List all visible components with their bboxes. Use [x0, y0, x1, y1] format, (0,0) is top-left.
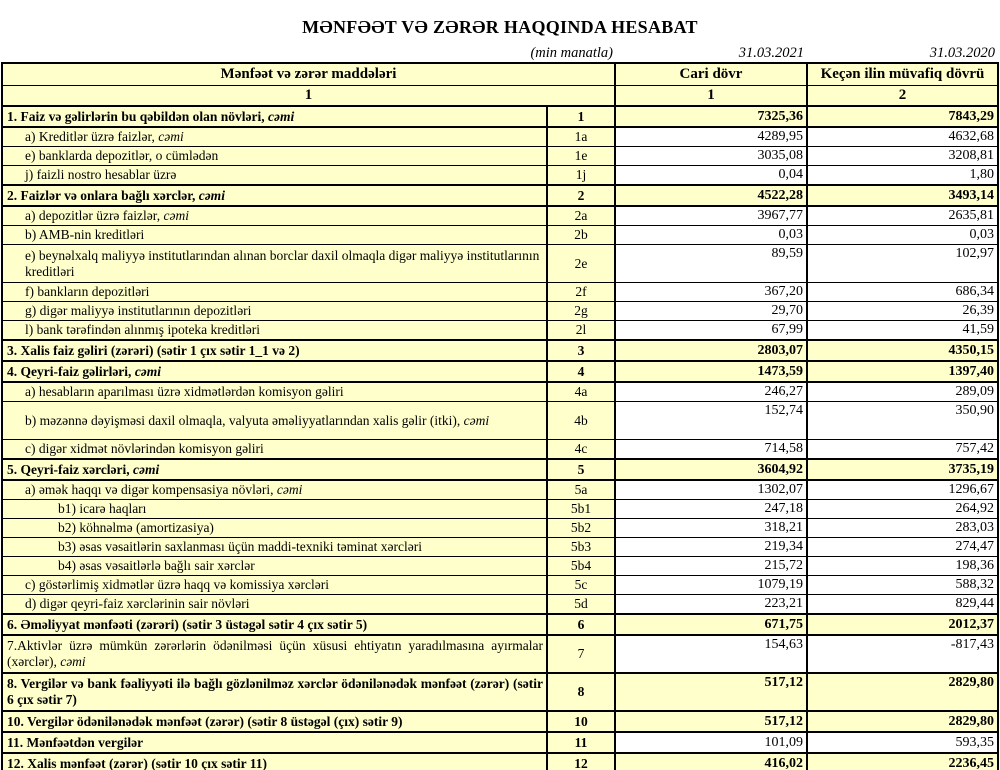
row-label: [2, 557, 547, 576]
current-period-value: 0,04: [615, 166, 807, 186]
previous-period-value: 3208,81: [807, 147, 998, 166]
row-number: 4c: [547, 440, 615, 460]
current-period-value: 1473,59: [615, 361, 807, 382]
row-label: [2, 711, 547, 732]
row-label: [2, 321, 547, 341]
row-label-italic-suffix: cəmi: [60, 654, 86, 669]
current-period-value: 671,75: [615, 614, 807, 635]
table-row: [2, 127, 998, 147]
row-label-italic-suffix: cəmi: [267, 108, 295, 124]
current-period-value: 3967,77: [615, 206, 807, 226]
row-label-text: g) digər maliyyə institutlarının depozitləri: [24, 303, 252, 318]
table-row: [2, 557, 998, 576]
table-row: [2, 440, 998, 460]
table-row: [2, 340, 998, 361]
table-row: [2, 106, 998, 127]
table-row: [2, 459, 998, 480]
row-label-text: a) əmək haqqı və digər kompensasiya növləri,: [24, 482, 274, 497]
row-number: 12: [547, 753, 615, 770]
table-row: [2, 185, 998, 206]
previous-period-value: 4350,15: [807, 340, 998, 361]
table-row: [2, 321, 998, 341]
current-period-column-header: Cari dövr: [615, 63, 807, 85]
page-title: MƏNFƏƏT VƏ ZƏRƏR HAQQINDA HESABAT: [302, 17, 698, 37]
current-period-value: 517,12: [615, 673, 807, 711]
row-number: 4b: [547, 402, 615, 440]
row-number: 1j: [547, 166, 615, 186]
table-row: [2, 500, 998, 519]
current-period-value: 154,63: [615, 635, 807, 673]
row-label: [2, 480, 547, 500]
previous-period-value: 2635,81: [807, 206, 998, 226]
previous-period-value: -817,43: [807, 635, 998, 673]
row-number: 5b3: [547, 538, 615, 557]
row-label-text: c) digər xidmət növlərindən komisyon gəliri: [24, 441, 264, 456]
previous-period-value: 289,09: [807, 382, 998, 402]
row-label: [2, 440, 547, 460]
previous-period-value: 593,35: [807, 732, 998, 753]
table-row: [2, 673, 998, 711]
row-label-italic-suffix: cəmi: [134, 363, 162, 379]
previous-column-index: 2: [807, 85, 998, 106]
table-row: [2, 595, 998, 615]
previous-period-value: 41,59: [807, 321, 998, 341]
row-number: 5c: [547, 576, 615, 595]
row-label-text: 5. Qeyri-faiz xərcləri,: [6, 461, 130, 477]
row-number: 1: [547, 106, 615, 127]
current-period-value: 247,18: [615, 500, 807, 519]
table-row: [2, 226, 998, 245]
current-period-value: 0,03: [615, 226, 807, 245]
current-period-date: 31.03.2021: [738, 45, 804, 61]
current-period-value: 152,74: [615, 402, 807, 440]
previous-period-value: 588,32: [807, 576, 998, 595]
row-label: [2, 206, 547, 226]
row-label-italic-suffix: cəmi: [163, 208, 189, 223]
row-label-text: e) banklarda depozitlər, o cümlədən: [24, 148, 219, 163]
row-label: [2, 226, 547, 245]
profit-loss-table: [1, 62, 999, 770]
row-label-text: 11. Mənfəətdən vergilər: [6, 734, 144, 750]
previous-period-value: 1397,40: [807, 361, 998, 382]
previous-period-value: 283,03: [807, 519, 998, 538]
current-period-value: 517,12: [615, 711, 807, 732]
previous-period-date: 31.03.2020: [929, 45, 995, 61]
row-number: 11: [547, 732, 615, 753]
previous-period-value: 264,92: [807, 500, 998, 519]
table-row: [2, 635, 998, 673]
row-label-text: 12. Xalis mənfəət (zərər) (sətir 10 çıx sətir 11): [6, 755, 268, 770]
previous-period-value: 2829,80: [807, 711, 998, 732]
row-label-text: b1) icarə haqları: [57, 501, 147, 516]
row-label: [2, 127, 547, 147]
items-column-header: Mənfəət və zərər maddələri: [2, 63, 615, 85]
row-label: [2, 614, 547, 635]
unit-label: (min manatla): [530, 45, 613, 61]
table-row: [2, 382, 998, 402]
row-label-text: 4. Qeyri-faiz gəlirləri,: [6, 363, 132, 379]
previous-period-value: 350,90: [807, 402, 998, 440]
current-period-value: 416,02: [615, 753, 807, 770]
current-period-value: 1079,19: [615, 576, 807, 595]
row-label: [2, 538, 547, 557]
items-column-index: 1: [2, 85, 615, 106]
row-label: [2, 576, 547, 595]
row-number: 1e: [547, 147, 615, 166]
table-row: [2, 283, 998, 302]
table-row: [2, 538, 998, 557]
row-number: 5b4: [547, 557, 615, 576]
row-number: 7: [547, 635, 615, 673]
current-period-value: 4289,95: [615, 127, 807, 147]
row-label-text: b) AMB-nin kreditləri: [24, 227, 145, 242]
row-label: [2, 340, 547, 361]
previous-period-column-header: Keçən ilin müvafiq dövrü: [807, 63, 998, 85]
row-label: [2, 732, 547, 753]
row-label: [2, 500, 547, 519]
row-label-text: 10. Vergilər ödənilənədək mənfəət (zərər) (sətir 8 üstəgəl (çıx) sətir 9): [6, 713, 403, 729]
previous-period-value: 829,44: [807, 595, 998, 615]
previous-period-value: 1296,67: [807, 480, 998, 500]
row-number: 3: [547, 340, 615, 361]
row-number: 2l: [547, 321, 615, 341]
table-row: [2, 245, 998, 283]
row-label-italic-suffix: cəmi: [463, 412, 490, 428]
current-period-value: 67,99: [615, 321, 807, 341]
row-label: [2, 106, 547, 127]
table-header: [2, 63, 998, 106]
row-number: 8: [547, 673, 615, 711]
row-label-text: 7.Aktivlər üzrə mümkün zərərlərin ödənilməsi üçün xüsusi ehtiyatın yaradılmasına ayırmalar (xərclər),: [6, 638, 543, 669]
report-subheader: [2, 45, 998, 61]
row-label-text: b4) əsas vəsaitlərlə bağlı sair xərclər: [57, 558, 255, 573]
row-label: [2, 302, 547, 321]
current-period-value: 29,70: [615, 302, 807, 321]
previous-period-value: 26,39: [807, 302, 998, 321]
previous-period-value: 3493,14: [807, 185, 998, 206]
row-label-text: 3. Xalis faiz gəliri (zərəri) (sətir 1 çıx sətir 1_1 və 2): [6, 342, 300, 358]
row-number: 4: [547, 361, 615, 382]
row-label-italic-suffix: cəmi: [198, 187, 225, 203]
previous-period-value: 0,03: [807, 226, 998, 245]
table-row: [2, 480, 998, 500]
current-period-value: 101,09: [615, 732, 807, 753]
current-period-value: 7325,36: [615, 106, 807, 127]
current-period-value: 219,34: [615, 538, 807, 557]
previous-period-value: 2236,45: [807, 753, 998, 770]
row-number: 2f: [547, 283, 615, 302]
row-number: 1a: [547, 127, 615, 147]
row-label-text: a) hesabların aparılması üzrə xidmətlərdən komisyon gəliri: [24, 384, 344, 399]
row-label-text: e) beynəlxalq maliyyə institutlarından alınan borclar daxil olmaqla digər maliyyə institutlarının kreditləri: [24, 247, 540, 279]
current-period-value: 246,27: [615, 382, 807, 402]
row-label: [2, 635, 547, 673]
row-label-text: 6. Əməliyyat mənfəəti (zərəri) (sətir 3 üstəgəl sətir 4 çıx sətir 5): [6, 616, 368, 632]
row-label: [2, 673, 547, 711]
row-number: 2e: [547, 245, 615, 283]
previous-period-value: 3735,19: [807, 459, 998, 480]
row-label-text: c) göstərlimiş xidmətlər üzrə haqq və komissiya xərcləri: [24, 577, 330, 592]
current-period-value: 1302,07: [615, 480, 807, 500]
table-row: [2, 206, 998, 226]
table-row: [2, 361, 998, 382]
row-label: [2, 459, 547, 480]
header-row-titles: [2, 63, 998, 85]
current-period-value: 2803,07: [615, 340, 807, 361]
row-number: 6: [547, 614, 615, 635]
row-label-text: b3) əsas vəsaitlərin saxlanması üçün maddi-texniki təminat xərcləri: [57, 539, 422, 554]
previous-period-value: 274,47: [807, 538, 998, 557]
current-period-value: 367,20: [615, 283, 807, 302]
row-label-text: d) digər qeyri-faiz xərclərinin sair növləri: [24, 596, 250, 611]
row-label: [2, 283, 547, 302]
row-number: 5d: [547, 595, 615, 615]
table-row: [2, 302, 998, 321]
current-column-index: 1: [615, 85, 807, 106]
previous-period-value: 686,34: [807, 283, 998, 302]
current-period-value: 223,21: [615, 595, 807, 615]
row-number: 4a: [547, 382, 615, 402]
row-label: [2, 402, 547, 440]
row-label-italic-suffix: cəmi: [133, 461, 160, 477]
row-number: 2b: [547, 226, 615, 245]
row-label: [2, 245, 547, 283]
table-row: [2, 732, 998, 753]
report-table-body: [2, 106, 998, 770]
header-row-indexes: [2, 85, 998, 106]
table-row: [2, 753, 998, 770]
previous-period-value: 1,80: [807, 166, 998, 186]
current-period-value: 215,72: [615, 557, 807, 576]
row-number: 10: [547, 711, 615, 732]
row-label-italic-suffix: cəmi: [158, 129, 184, 144]
table-row: [2, 519, 998, 538]
row-number: 2g: [547, 302, 615, 321]
previous-period-value: 757,42: [807, 440, 998, 460]
current-period-value: 714,58: [615, 440, 807, 460]
row-label: [2, 361, 547, 382]
table-row: [2, 576, 998, 595]
previous-period-value: 4632,68: [807, 127, 998, 147]
current-period-value: 4522,28: [615, 185, 807, 206]
row-label-text: b) məzənnə dəyişməsi daxil olmaqla, valyuta əməliyyatlarından xalis gəlir (itki),: [24, 412, 461, 428]
table-row: [2, 147, 998, 166]
row-label-text: a) Kreditlər üzrə faizlər,: [24, 129, 155, 144]
table-row: [2, 711, 998, 732]
row-number: 2a: [547, 206, 615, 226]
previous-period-value: 2012,37: [807, 614, 998, 635]
row-label: [2, 147, 547, 166]
row-label: [2, 595, 547, 615]
row-number: 5a: [547, 480, 615, 500]
row-label-text: a) depozitlər üzrə faizlər,: [24, 208, 161, 223]
current-period-value: 3035,08: [615, 147, 807, 166]
row-label-text: f) bankların depozitləri: [24, 284, 150, 299]
table-row: [2, 402, 998, 440]
row-label: [2, 753, 547, 770]
row-label-text: 1. Faiz və gəlirlərin bu qəbildən olan növləri,: [6, 108, 265, 124]
table-row: [2, 614, 998, 635]
row-number: 5b2: [547, 519, 615, 538]
previous-period-value: 198,36: [807, 557, 998, 576]
current-period-value: 318,21: [615, 519, 807, 538]
current-period-value: 3604,92: [615, 459, 807, 480]
previous-period-value: 102,97: [807, 245, 998, 283]
row-label-text: l) bank tərəfindən alınmış ipoteka kreditləri: [24, 322, 261, 337]
row-label-text: 2. Faizlər və onlara bağlı xərclər,: [6, 187, 196, 203]
table-row: [2, 166, 998, 186]
previous-period-value: 7843,29: [807, 106, 998, 127]
row-label: [2, 382, 547, 402]
row-label: [2, 519, 547, 538]
row-label-italic-suffix: cəmi: [276, 482, 303, 497]
row-label-text: b2) köhnəlmə (amortizasiya): [57, 520, 214, 535]
row-number: 2: [547, 185, 615, 206]
row-number: 5: [547, 459, 615, 480]
current-period-value: 89,59: [615, 245, 807, 283]
row-label-text: 8. Vergilər və bank fəaliyyəti ilə bağlı gözlənilməz xərclər ödənilənədək mənfəət (zərər) (sətir 6 çıx sətir 7): [6, 676, 543, 707]
previous-period-value: 2829,80: [807, 673, 998, 711]
row-label-text: j) faizli nostro hesablar üzrə: [24, 167, 177, 182]
row-number: 5b1: [547, 500, 615, 519]
row-label: [2, 185, 547, 206]
row-label: [2, 166, 547, 186]
